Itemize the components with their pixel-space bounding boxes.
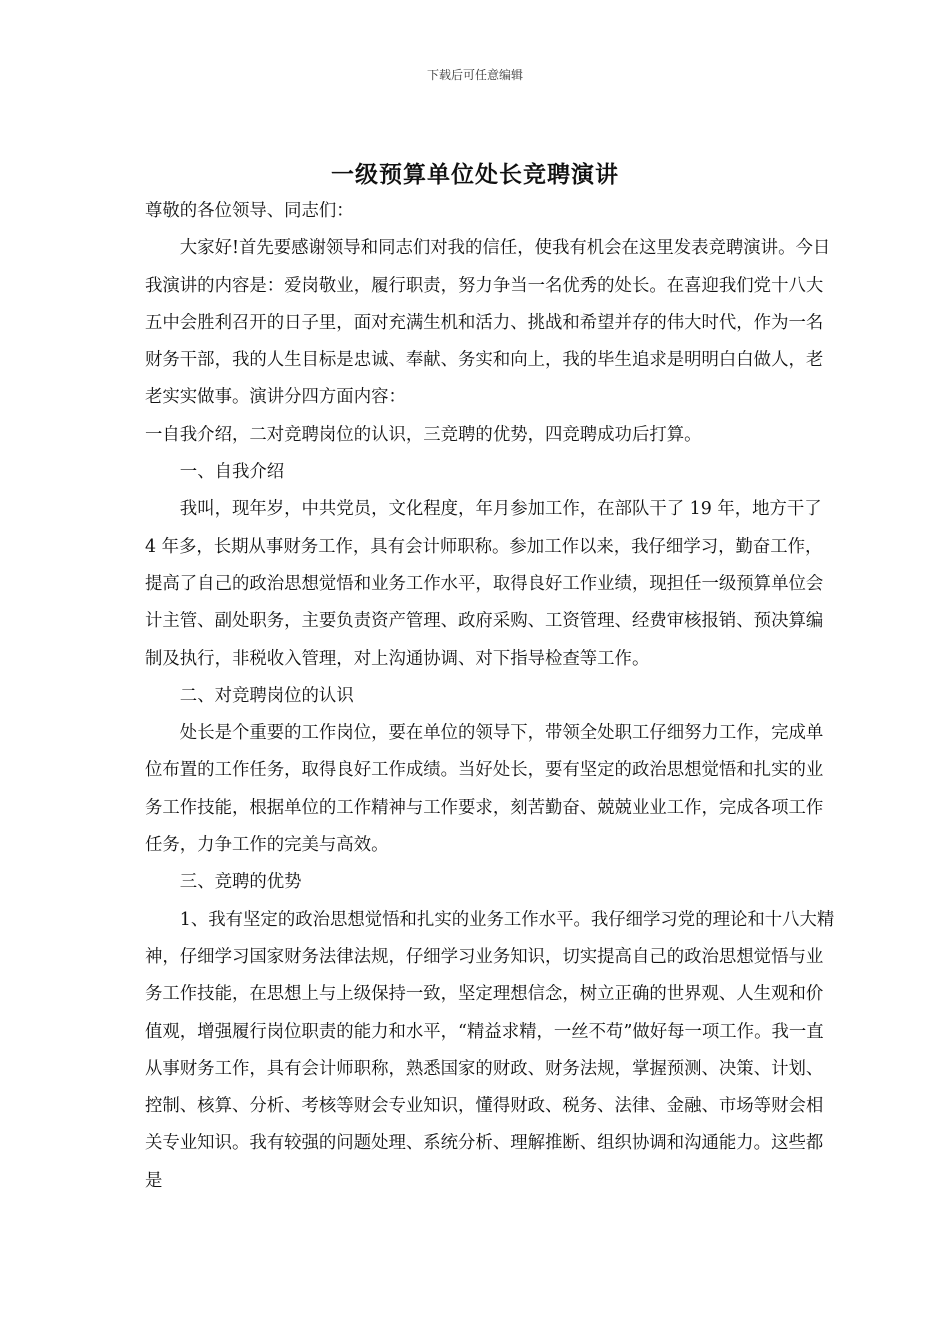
section-heading: 三、竞聘的优势	[179, 872, 302, 893]
document-body	[145, 193, 835, 1200]
document-title: 一级预算单位处长竞聘演讲	[331, 161, 619, 188]
section-heading: 一、自我介绍	[179, 462, 285, 483]
body-paragraph: 处长是个重要的工作岗位，要在单位的领导下，带领全处职工仔细努力工作，完成单位布置的工作任务，取得良好工作成绩。当好处长，要有坚定的政治思想觉悟和扎实的业务工作技能，根据单位的工作精神与工作要求，刻苦勤奋、兢兢业业工作，完成各项工作任务，力争工作的完美与高效。	[145, 723, 824, 856]
body-paragraph: 1、我有坚定的政治思想觉悟和扎实的业务工作水平。我仔细学习党的理论和十八大精神，仔细学习国家财务法律法规，仔细学习业务知识，切实提高自己的政治思想觉悟与业务工作技能，在思想上与上级保持一致，坚定理想信念，树立正确的世界观、人生观和价值观，增强履行岗位职责的能力和水平，“精益求精，一丝不苟”做好每一项工作。我一直从事财务工作，具有会计师职称，熟悉国家的财政、财务法规，掌握预测、决策、计划、控制、核算、分析、考核等财会专业知识，懂得财政、税务、法律、金融、市场等财会相关专业知识。我有较强的问题处理、系统分析、理解推断、组织协调和沟通能力。这些都是	[145, 909, 835, 1191]
header-note: 下载后可任意编辑	[426, 68, 523, 82]
salutation: 尊敬的各位领导、同志们：	[145, 201, 354, 221]
body-paragraph: 一自我介绍，二对竞聘岗位的认识，三竞聘的优势，四竞聘成功后打算。	[145, 424, 702, 445]
body-paragraph: 大家好!首先要感谢领导和同志们对我的信任，使我有机会在这里发表竞聘演讲。今日我演讲的内容是：爱岗敬业，履行职责，努力争当一名优秀的处长。在喜迎我们党十八大五中会胜利召开的日子里，面对充满生机和活力、挑战和希望并存的伟大时代，作为一名财务干部，我的人生目标是忠诚、奉献、务实和向上，我的毕生追求是明明白白做人，老老实实做事。演讲分四方面内容：	[145, 238, 831, 408]
body-paragraph: 我叫，现年岁，中共党员，文化程度，年月参加工作，在部队干了 19 年，地方干了 4 年多，长期从事财务工作，具有会计师职称。参加工作以来，我仔细学习，勤奋工作，提高了自己的政治思想觉悟和业务工作水平，取得良好工作业绩，现担任一级预算单位会计主管、副处职务，主要负责资产管理、政府采购、工资管理、经费审核报销、预决算编制及执行，非税收入管理，对上沟通协调、对下指导检查等工作。	[145, 499, 824, 669]
section-heading: 二、对竞聘岗位的认识	[179, 685, 354, 706]
